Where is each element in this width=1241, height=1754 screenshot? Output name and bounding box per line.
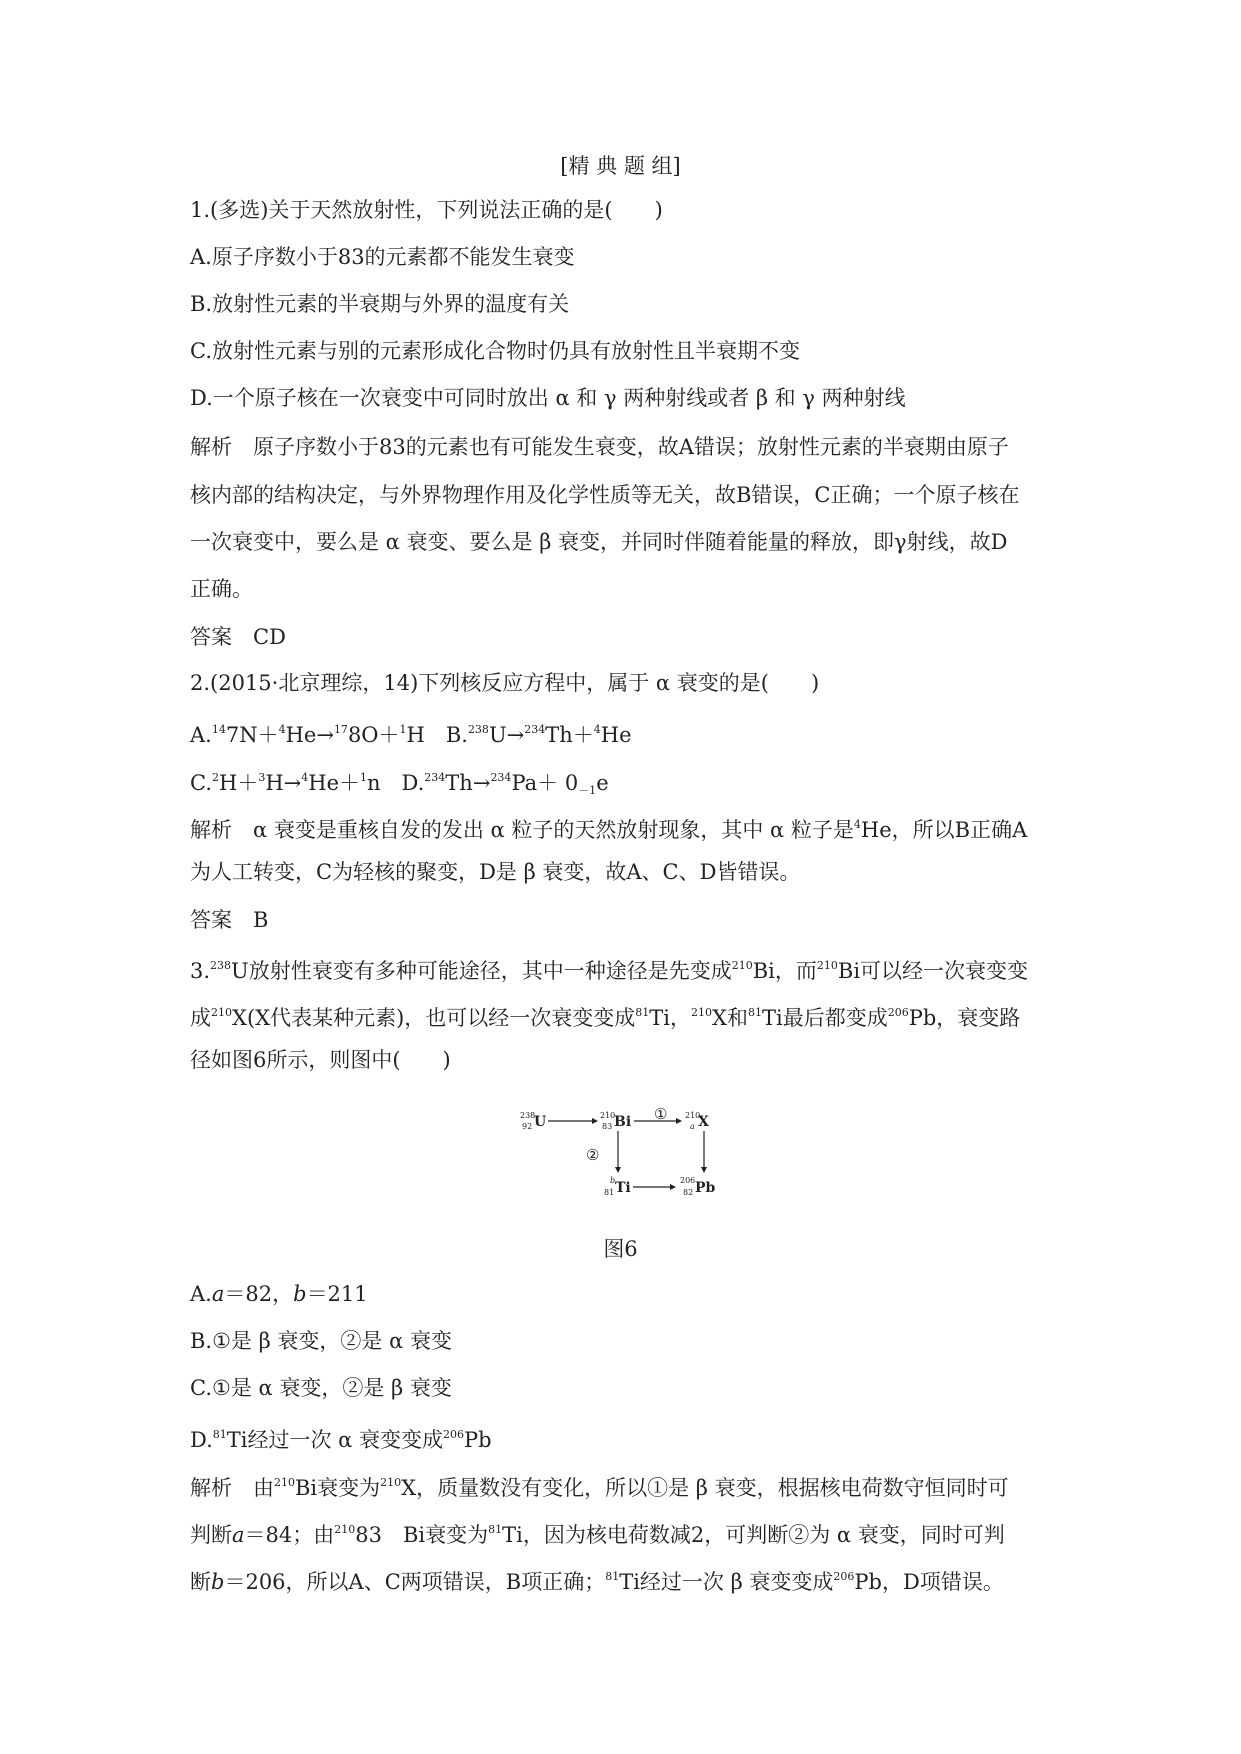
- figure-caption: 图6: [603, 1237, 638, 1261]
- arrowhead-icon: [670, 1184, 676, 1190]
- q1-option-d: D.一个原子核在一次衰变中可同时放出 α 和 γ 两种射线或者 β 和 γ 两种射线: [190, 386, 906, 410]
- x-symbol: X: [698, 1114, 709, 1130]
- q1-option-b: B.放射性元素的半衰期与外界的温度有关: [190, 292, 570, 316]
- ti-mass-number: b: [610, 1176, 616, 1185]
- q1-analysis-line: 核内部的结构决定，与外界物理作用及化学性质等无关，故B错误，C正确；一个原子核在: [190, 483, 1020, 507]
- section-title: [精 典 题 组]: [560, 154, 681, 178]
- arrowhead-icon: [592, 1118, 598, 1124]
- decay-path-diagram: [518, 1105, 728, 1205]
- q1-analysis-line: 正确。: [190, 577, 253, 601]
- q2-options-cd: C.$^2$H＋$^3$H→$^4$He＋$^1$n $D.^{234}Th\to^{234}Pa+ 0_{-1}e$: [190, 771, 609, 797]
- arrowhead-icon: [701, 1167, 707, 1173]
- bi-atomic-number: 83: [602, 1122, 613, 1131]
- q3-stem-line: 径如图6所示，则图中( ): [190, 1048, 451, 1072]
- u-symbol: U: [534, 1114, 547, 1130]
- x-mass-number: 210: [685, 1111, 701, 1120]
- x-atomic-number: a: [690, 1122, 695, 1131]
- q1-option-c: C.放射性元素与别的元素形成化合物时仍具有放射性且半衰期不变: [190, 339, 800, 363]
- bi-mass-number: 210: [600, 1111, 616, 1120]
- q1-option-a: A.原子序数小于83的元素都不能发生衰变: [190, 245, 575, 269]
- q1-answer: 答案 CD: [190, 625, 286, 649]
- q1-analysis-line: 解析 原子序数小于83的元素也有可能发生衰变，故A错误；放射性元素的半衰期由原子: [190, 435, 1009, 459]
- q3-option-d: D.$^{81}$Ti经过一次 α 衰变变成$^{206}$Pb: [190, 1428, 492, 1452]
- q3-option-b: B.①是 β 衰变，②是 α 衰变: [190, 1329, 452, 1353]
- q2-stem: 2.(2015·北京理综，14)下列核反应方程中，属于 α 衰变的是( ): [190, 671, 820, 695]
- step-2-label: ②: [586, 1146, 600, 1164]
- q3-stem-line: 成$^{210}$X(X代表某种元素)，也可以经一次衰变变成$^{81}$Ti，$^{210}$X和$^{81}$Ti最后都变成$^{206}$Pb，衰变路: [190, 1006, 1021, 1030]
- q1-stem: 1.(多选)关于天然放射性，下列说法正确的是( ): [190, 198, 663, 222]
- q1-analysis-line: 一次衰变中，要么是 α 衰变、要么是 β 衰变，并同时伴随着能量的释放，即γ射线，故D: [190, 530, 1008, 554]
- ti-atomic-number: 81: [604, 1188, 615, 1197]
- arrowhead-icon: [676, 1118, 682, 1124]
- pb-symbol: Pb: [695, 1180, 716, 1196]
- q2-analysis-line: 解析 α 衰变是重核自发的发出 α 粒子的天然放射现象，其中 α 粒子是$^4$He，所以B正确A: [190, 818, 1028, 842]
- q2-answer: 答案 B: [190, 908, 269, 932]
- u-mass-number: 238: [520, 1111, 536, 1120]
- q3-stem-line: 3.$^{238}$U放射性衰变有多种可能途径，其中一种途径是先变成$^{210}$Bi，而$^{210}$Bi可以经一次衰变变: [190, 959, 1029, 983]
- arrowhead-icon: [615, 1167, 621, 1173]
- q3-option-c: C.①是 α 衰变，②是 β 衰变: [190, 1376, 452, 1400]
- q3-analysis-line: 判断a＝84；由$^{210}$83 Bi衰变为$^{81}$Ti，因为核电荷数减2，可判断②为 α 衰变，同时可判: [190, 1523, 1005, 1547]
- q3-option-a: A.a＝82，b＝211: [190, 1282, 368, 1306]
- q2-analysis-line: 为人工转变，C为轻核的聚变，D是 β 衰变，故A、C、D皆错误。: [190, 860, 801, 884]
- q3-analysis-line: 断b＝206，所以A、C两项错误，B项正确；$^{81}$Ti经过一次 β 衰变变成$^{206}$Pb，D项错误。: [190, 1570, 1004, 1594]
- pb-mass-number: 206: [680, 1176, 696, 1185]
- pb-atomic-number: 82: [683, 1188, 694, 1197]
- bi-symbol: Bi: [614, 1114, 632, 1130]
- q2-options-ab: A.$^{14}$7N＋$^4$He→$^{17}$8O＋$^1$H B.$^{238}$U→$^{234}$Th＋$^4$He: [190, 723, 632, 747]
- q3-analysis-line: 解析 由$^{210}$Bi衰变为$^{210}$X，质量数没有变化，所以①是 β 衰变，根据核电荷数守恒同时可: [190, 1476, 1009, 1500]
- ti-symbol: Ti: [615, 1180, 631, 1196]
- step-1-label: ①: [654, 1105, 668, 1123]
- u-atomic-number: 92: [522, 1122, 533, 1131]
